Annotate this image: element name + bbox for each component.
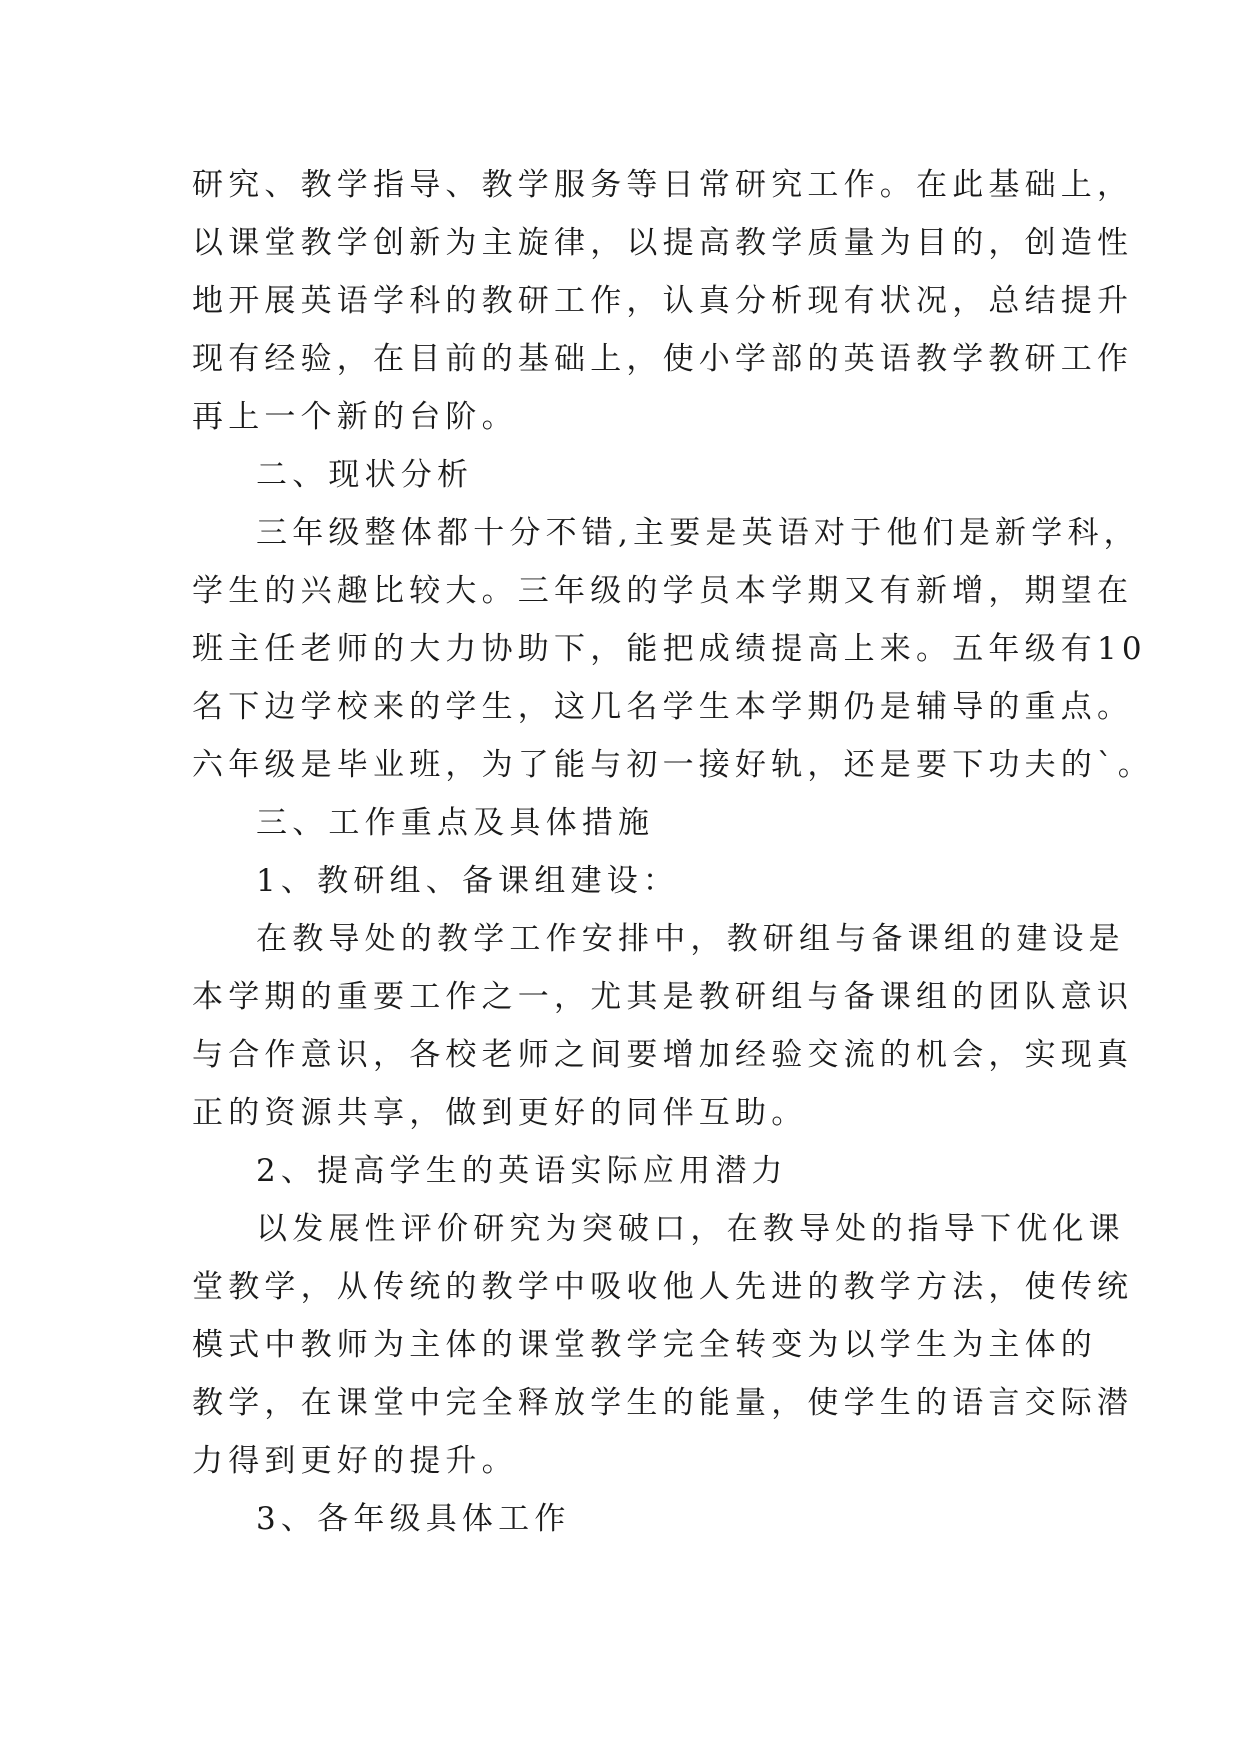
text-line-2: 以课堂教学创新为主旋律，以提高教学质量为目的，创造性	[192, 225, 1134, 261]
subsection-heading-1: 1、教研组、备课组建设：	[256, 863, 680, 899]
text-line-11: 六年级是毕业班，为了能与初一接好轨，还是要下功夫的`。	[192, 747, 1154, 783]
text-line-19: 以发展性评价研究为突破口，在教导处的指导下优化课	[256, 1211, 1125, 1247]
text-line-23: 力得到更好的提升。	[192, 1443, 518, 1479]
text-line-1: 研究、教学指导、教学服务等日常研究工作。在此基础上，	[192, 167, 1134, 203]
text-line-20: 堂教学，从传统的教学中吸收他人先进的教学方法，使传统	[192, 1269, 1134, 1305]
text-line-5: 再上一个新的台阶。	[192, 399, 518, 435]
text-line-10: 名下边学校来的学生，这几名学生本学期仍是辅导的重点。	[192, 689, 1134, 725]
subsection-heading-2: 2、提高学生的英语实际应用潜力	[256, 1153, 788, 1189]
text-line-14: 在教导处的教学工作安排中，教研组与备课组的建设是	[256, 921, 1125, 957]
text-line-22: 教学，在课堂中完全释放学生的能量，使学生的语言交际潜	[192, 1385, 1134, 1421]
text-line-7: 三年级整体都十分不错,主要是英语对于他们是新学科，	[256, 515, 1140, 551]
text-line-8: 学生的兴趣比较大。三年级的学员本学期又有新增，期望在	[192, 573, 1134, 609]
text-line-4: 现有经验，在目前的基础上，使小学部的英语教学教研工作	[192, 341, 1134, 377]
text-line-15: 本学期的重要工作之一，尤其是教研组与备课组的团队意识	[192, 979, 1134, 1015]
section-heading-3: 三、工作重点及具体措施	[256, 805, 655, 841]
text-line-3: 地开展英语学科的教研工作，认真分析现有状况，总结提升	[192, 283, 1134, 319]
text-line-16: 与合作意识，各校老师之间要增加经验交流的机会，实现真	[192, 1037, 1134, 1073]
section-heading-2: 二、现状分析	[256, 457, 474, 493]
text-line-9: 班主任老师的大力协助下，能把成绩提高上来。五年级有10	[192, 631, 1147, 667]
text-line-21: 模式中教师为主体的课堂教学完全转变为以学生为主体的	[192, 1327, 1097, 1363]
text-line-17: 正的资源共享，做到更好的同伴互助。	[192, 1095, 808, 1131]
subsection-heading-3: 3、各年级具体工作	[256, 1501, 571, 1537]
